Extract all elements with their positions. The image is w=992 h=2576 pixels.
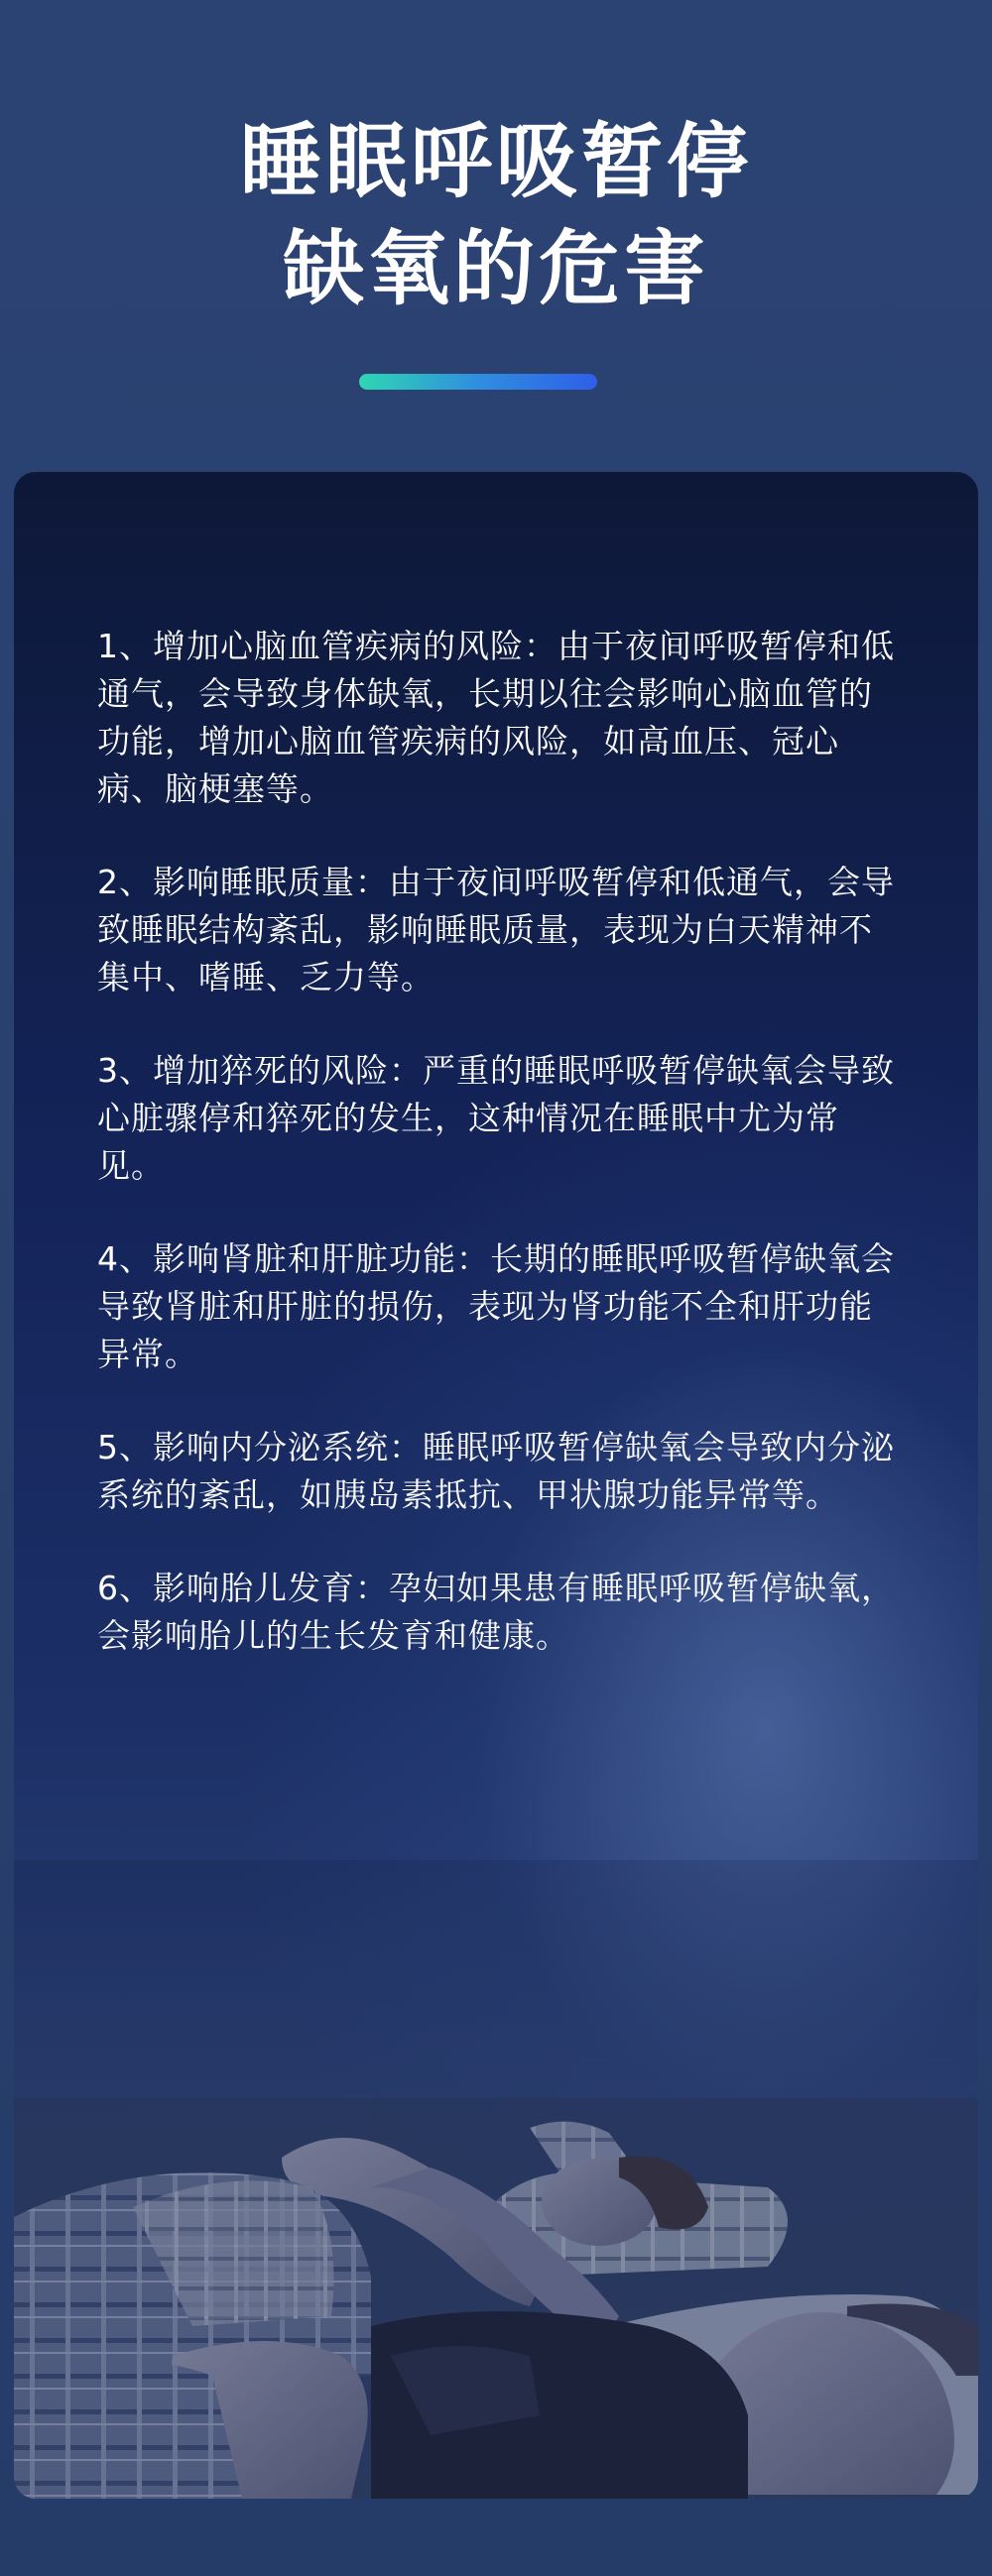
- harm-item-5: 5、影响内分泌系统：睡眠呼吸暂停缺氧会导致内分泌系统的紊乱，如胰岛素抵抗、甲状腺功能异常等。: [97, 1428, 895, 1514]
- sleeping-couple-photo: [14, 1860, 978, 2499]
- accent-divider: [359, 374, 597, 390]
- page-title: [0, 109, 992, 323]
- harm-item-2: 2、影响睡眠质量：由于夜间呼吸暂停和低通气，会导致睡眠结构紊乱，影响睡眠质量，表现为白天精神不集中、嗜睡、乏力等。: [97, 863, 895, 996]
- harm-list: [97, 623, 901, 1705]
- content-card: [14, 472, 978, 2499]
- harm-item-3: 3、增加猝死的风险：严重的睡眠呼吸暂停缺氧会导致心脏骤停和猝死的发生，这种情况在睡眠中尤为常见。: [97, 1051, 895, 1185]
- harm-item-1: 1、增加心脑血管疾病的风险：由于夜间呼吸暂停和低通气，会导致身体缺氧，长期以往会影响心脑血管的功能，增加心脑血管疾病的风险，如高血压、冠心病、脑梗塞等。: [97, 627, 895, 808]
- harm-item-6: 6、影响胎儿发育：孕妇如果患有睡眠呼吸暂停缺氧，会影响胎儿的生长发育和健康。: [97, 1569, 895, 1655]
- title-line-1: 睡眠呼吸暂停: [239, 115, 752, 209]
- title-line-2: 缺氧的危害: [282, 222, 709, 316]
- harm-item-4: 4、影响肾脏和肝脏功能：长期的睡眠呼吸暂停缺氧会导致肾脏和肝脏的损伤，表现为肾功能不全和肝功能异常。: [97, 1239, 895, 1373]
